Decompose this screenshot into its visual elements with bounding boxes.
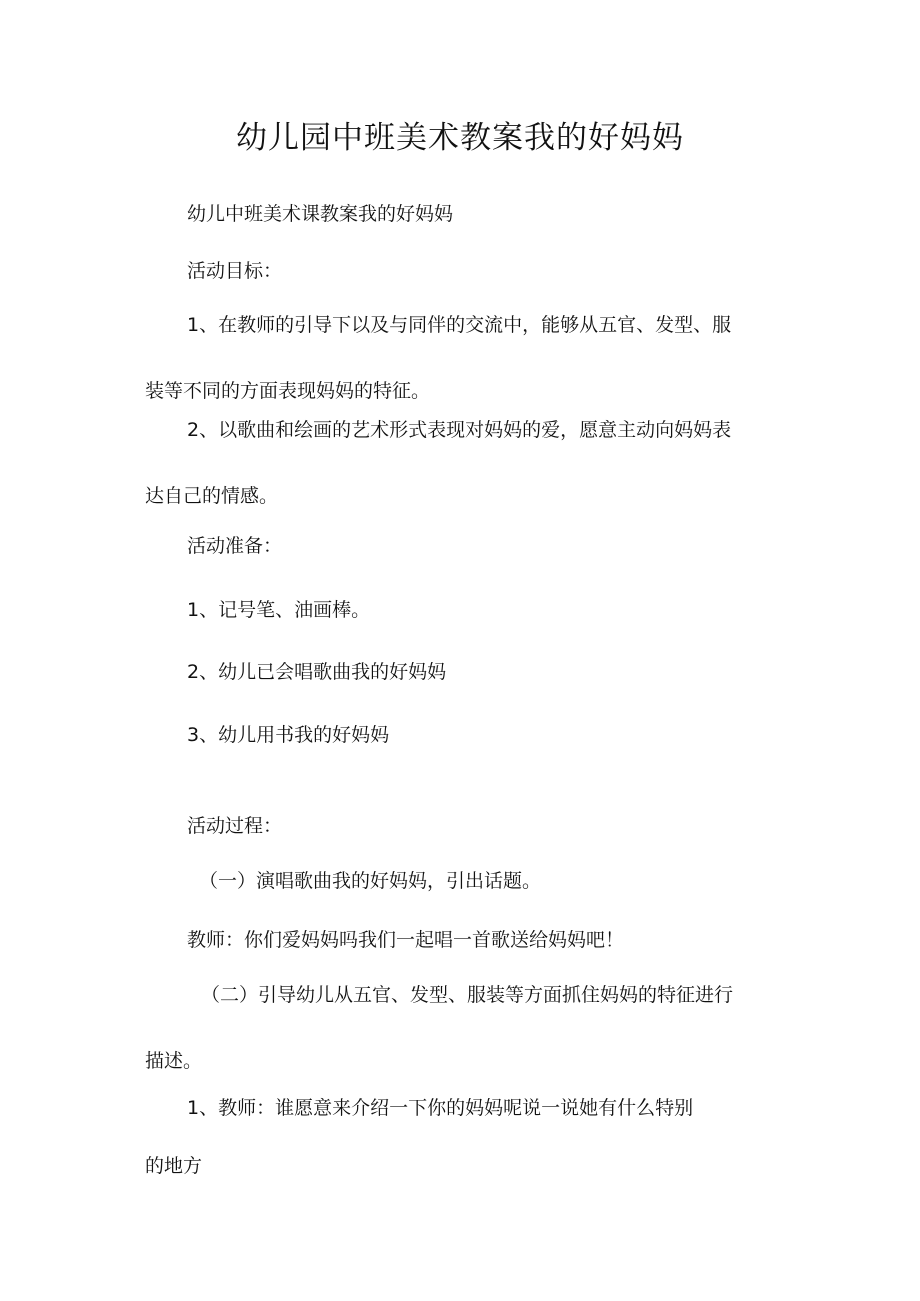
prep-heading: 活动准备： — [187, 535, 283, 557]
goal-2-line-2: 达自己的情感。 — [145, 485, 279, 507]
goal-1-paragraph — [145, 310, 765, 406]
process-step-2-line-2: 描述。 — [145, 1050, 203, 1072]
goal-1-line-1: 1、在教师的引导下以及与同伴的交流中，能够从五官、发型、服 — [187, 314, 732, 336]
prep-item-2: 2、幼儿已会唱歌曲我的好妈妈 — [187, 661, 447, 683]
process-step-1: （一）演唱歌曲我的好妈妈，引出话题。 — [199, 870, 542, 892]
goal-2-line-1: 2、以歌曲和绘画的艺术形式表现对妈妈的爱，愿意主动向妈妈表 — [187, 419, 732, 441]
process-step-2-paragraph — [145, 980, 765, 1076]
question-1-paragraph — [145, 1093, 765, 1181]
goal-1-line-2: 装等不同的方面表现妈妈的特征。 — [145, 380, 431, 402]
process-step-2-line-1: （二）引导幼儿从五官、发型、服装等方面抓住妈妈的特征进行 — [201, 984, 734, 1006]
goals-heading: 活动目标： — [187, 260, 283, 282]
teacher-line: 教师：你们爱妈妈吗我们一起唱一首歌送给妈妈吧！ — [187, 929, 625, 951]
document-title: 幼儿园中班美术教案我的好妈妈 — [236, 120, 684, 156]
goal-2-paragraph — [145, 415, 765, 511]
prep-item-1: 1、记号笔、油画棒。 — [187, 599, 371, 621]
question-1-line-2: 的地方 — [145, 1155, 203, 1177]
question-1-line-1: 1、教师：谁愿意来介绍一下你的妈妈呢说一说她有什么特别 — [187, 1097, 694, 1119]
process-heading: 活动过程： — [187, 815, 283, 837]
prep-item-3: 3、幼儿用书我的好妈妈 — [187, 724, 390, 746]
subtitle: 幼儿中班美术课教案我的好妈妈 — [187, 203, 454, 225]
